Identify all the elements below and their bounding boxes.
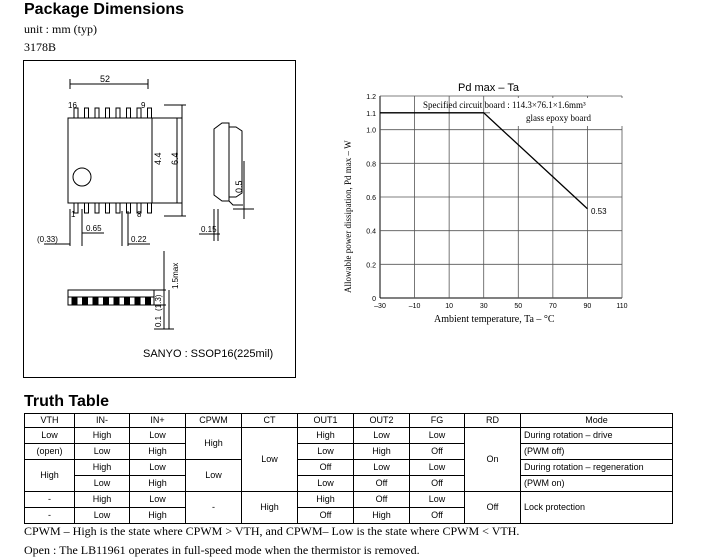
in-minus-cell: Low — [75, 508, 130, 524]
in-plus-cell: Low — [130, 492, 186, 508]
dim-1-3: (1.3) — [154, 294, 163, 311]
dim-0-65: 0.65 — [86, 224, 102, 233]
out2-cell: Off — [354, 492, 410, 508]
rd-cell: Off — [465, 492, 521, 524]
vth-cell: High — [25, 460, 75, 492]
header-in-minus: IN- — [75, 414, 130, 428]
lead-end — [125, 298, 130, 305]
note-cpwm: CPWM – High is the state where CPWM > VTH, and CPWM– Low is the state where CPWM < VTH. — [24, 524, 520, 538]
dim-4-4: 4.4 — [153, 152, 163, 165]
fg-cell: Off — [410, 476, 465, 492]
in-minus-cell: High — [75, 428, 130, 444]
x-tick-label: 50 — [514, 303, 523, 310]
table-row — [25, 492, 673, 508]
lead-end — [135, 298, 140, 305]
in-plus-cell: High — [130, 508, 186, 524]
x-tick-label: –30 — [374, 303, 386, 310]
dim-0-1: 0.1 — [154, 315, 163, 327]
out2-cell: High — [354, 508, 410, 524]
pin-label-16: 16 — [68, 101, 77, 110]
chart-title: Pd max – Ta — [458, 82, 519, 94]
dim-0-15: 0.15 — [201, 225, 217, 234]
header-out2: OUT2 — [354, 414, 410, 428]
chart-grid — [380, 96, 622, 298]
table-row — [25, 444, 673, 460]
vth-cell: - — [25, 508, 75, 524]
y-tick-label: 1.2 — [366, 94, 376, 101]
in-minus-cell: Low — [75, 444, 130, 460]
point-label-0-53: 0.53 — [591, 207, 607, 216]
header-rd: RD — [465, 414, 521, 428]
package-type-label: SANYO : SSOP16(225mil) — [143, 348, 274, 360]
x-axis-label: Ambient temperature, Ta – °C — [434, 314, 555, 325]
lead-bottom — [116, 203, 120, 213]
in-minus-cell: High — [75, 460, 130, 476]
lead-top — [85, 108, 89, 118]
unit-label: unit : mm (typ) — [24, 22, 97, 36]
mode-cell: During rotation – drive — [521, 428, 673, 444]
dim-0-33: (0.33) — [37, 235, 58, 244]
cpwm-cell: - — [186, 492, 242, 524]
y-tick-label: 0.4 — [366, 228, 376, 236]
in-minus-cell: High — [75, 492, 130, 508]
cpwm-cell: Low — [186, 460, 242, 492]
dim-1-5max: 1.5max — [171, 262, 180, 289]
lead-bottom — [85, 203, 89, 213]
header-out1: OUT1 — [298, 414, 354, 428]
package-drawing-frame — [23, 60, 296, 378]
out2-cell: Low — [354, 428, 410, 444]
lead-end — [83, 298, 88, 305]
y-tick-label: 0 — [372, 296, 376, 303]
y-tick-label: 1.0 — [366, 127, 376, 135]
truth-table — [24, 413, 673, 524]
x-tick-label: 10 — [445, 303, 454, 310]
package-drawing — [24, 61, 297, 379]
table-row — [25, 460, 673, 476]
in-plus-cell: High — [130, 476, 186, 492]
mode-cell: During rotation – regeneration — [521, 460, 673, 476]
out1-cell: Off — [298, 460, 354, 476]
table-header-row — [25, 414, 673, 428]
y-axis-label: Allowable power dissipation, Pd max – W — [343, 140, 353, 293]
header-fg: FG — [410, 414, 465, 428]
fg-cell: Low — [410, 460, 465, 476]
x-tick-label: –10 — [408, 303, 421, 310]
pin-label-9: 9 — [141, 101, 146, 110]
fg-cell: Off — [410, 444, 465, 460]
lead-bottom — [106, 203, 110, 213]
rd-cell: On — [465, 428, 521, 492]
in-plus-cell: Low — [130, 428, 186, 444]
table-row — [25, 428, 673, 444]
x-tick-label: 90 — [583, 303, 592, 310]
truth-table-title: Truth Table — [24, 393, 110, 410]
vth-cell: Low — [25, 428, 75, 444]
x-tick-label: 110 — [616, 303, 628, 310]
note-open: Open : The LB11961 operates in full-speed mode when the thermistor is removed. — [24, 543, 420, 557]
in-minus-cell: Low — [75, 476, 130, 492]
fg-cell: Low — [410, 428, 465, 444]
lead-end — [72, 298, 77, 305]
chart-annotation-line2: glass epoxy board — [526, 113, 591, 123]
table-row — [25, 476, 673, 492]
out2-cell: High — [354, 444, 410, 460]
header-vth: VTH — [25, 414, 75, 428]
out2-cell: Low — [354, 460, 410, 476]
header-mode: Mode — [521, 414, 673, 428]
header-ct: CT — [242, 414, 298, 428]
x-tick-label: 30 — [479, 303, 488, 310]
lead-top — [127, 108, 131, 118]
package-title: Package Dimensions — [24, 1, 185, 18]
lead-end — [104, 298, 109, 305]
header-in-plus: IN+ — [130, 414, 186, 428]
package-code: 3178B — [24, 40, 57, 54]
out1-cell: Off — [298, 508, 354, 524]
header-cpwm: CPWM — [186, 414, 242, 428]
y-tick-label: 0.6 — [366, 195, 376, 202]
pd-max-ta-chart — [336, 76, 636, 330]
lead-top — [106, 108, 110, 118]
ct-cell: Low — [242, 428, 298, 492]
pin-label-8: 8 — [137, 210, 142, 219]
dim-0-22: 0.22 — [131, 235, 147, 244]
in-plus-cell: Low — [130, 460, 186, 476]
lead-top — [95, 108, 99, 118]
lead-end — [146, 298, 151, 305]
cpwm-cell: High — [186, 428, 242, 460]
out1-cell: Low — [298, 476, 354, 492]
fg-cell: Low — [410, 492, 465, 508]
fg-cell: Off — [410, 508, 465, 524]
lead-bottom — [148, 203, 152, 213]
mode-cell: (PWM on) — [521, 476, 673, 492]
out2-cell: Off — [354, 476, 410, 492]
x-tick-label: 70 — [548, 303, 557, 310]
lead-bottom — [95, 203, 99, 213]
out1-cell: Low — [298, 444, 354, 460]
dim-width: 52 — [100, 74, 111, 84]
y-tick-label: 1.1 — [366, 110, 376, 118]
vth-cell: (open) — [25, 444, 75, 460]
lead-top — [116, 108, 120, 118]
chart-annotation-line1: Specified circuit board : 114.3×76.1×1.6mm³ — [423, 100, 586, 110]
mode-cell: Lock protection — [521, 492, 673, 524]
lead-end — [114, 298, 119, 305]
lead-end — [93, 298, 98, 305]
y-tick-label: 0.2 — [366, 262, 376, 270]
pin-label-1: 1 — [71, 210, 76, 219]
dim-6-4: 6.4 — [170, 152, 180, 165]
lead-top — [148, 108, 152, 118]
out1-cell: High — [298, 428, 354, 444]
ct-cell: High — [242, 492, 298, 524]
dim-0-5: 0.5 — [234, 180, 244, 193]
vth-cell: - — [25, 492, 75, 508]
y-tick-label: 0.8 — [366, 161, 376, 169]
in-plus-cell: High — [130, 444, 186, 460]
out1-cell: High — [298, 492, 354, 508]
mode-cell: (PWM off) — [521, 444, 673, 460]
